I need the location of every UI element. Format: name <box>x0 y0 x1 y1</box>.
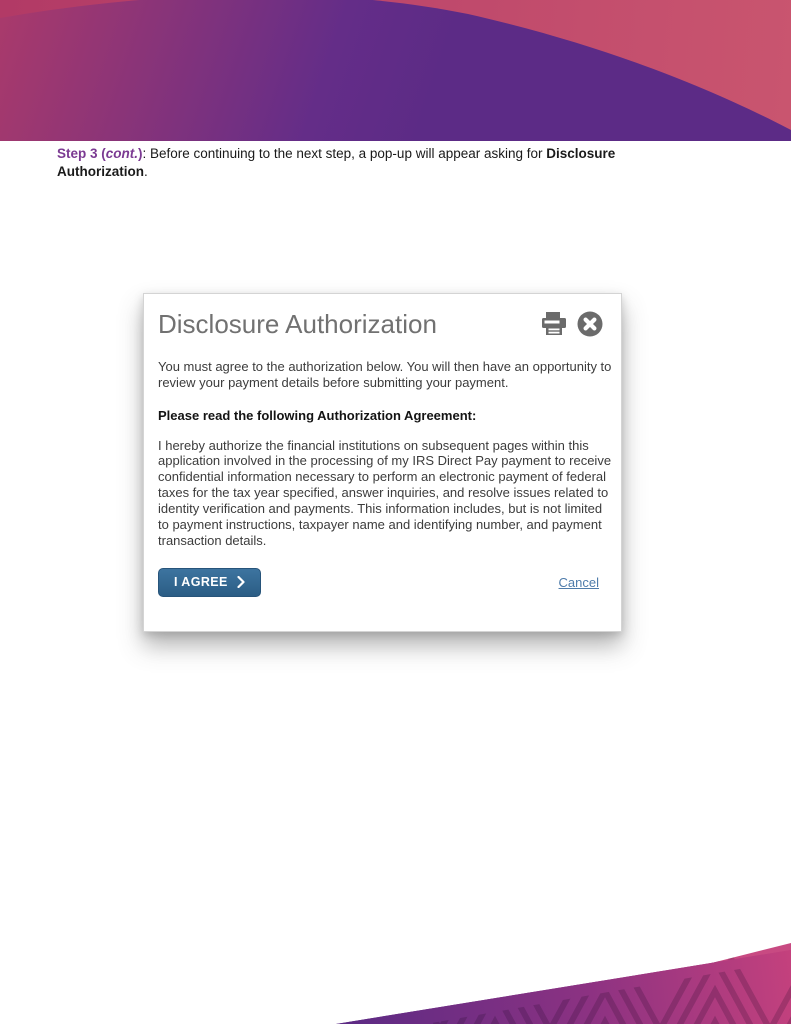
step-label: Step 3 ( <box>57 146 106 161</box>
close-circle-glyph <box>577 311 603 337</box>
cancel-link[interactable]: Cancel <box>558 574 599 590</box>
header-banner-graphic <box>0 0 791 141</box>
header-banner <box>0 0 791 141</box>
printer-glyph <box>541 312 568 336</box>
disclosure-authorization-dialog <box>143 293 622 632</box>
dialog-header <box>158 309 609 340</box>
dialog-actions <box>158 568 609 597</box>
chevron-right-icon <box>237 576 245 588</box>
step-highlight: Disclosure Authorization <box>57 146 616 179</box>
i-agree-label: I AGREE <box>174 575 228 590</box>
step-note <box>57 145 649 180</box>
agreement-heading: Please read the following Authorization Agreement: <box>158 407 477 423</box>
step-period: . <box>144 163 148 179</box>
footer-banner <box>0 924 791 1024</box>
i-agree-button[interactable] <box>158 568 261 597</box>
step-label-cont: cont. <box>105 146 139 161</box>
footer-banner-graphic <box>0 924 791 1024</box>
dialog-intro: You must agree to the authorization below. You will then have an opportunity to review your payment details before submitting your payment. <box>158 359 612 390</box>
print-icon[interactable] <box>541 312 568 336</box>
dialog-header-icons <box>541 311 603 337</box>
close-icon[interactable] <box>577 311 603 337</box>
dialog-title: Disclosure Authorization <box>158 309 437 339</box>
step-text: : Before continuing to the next step, a pop-up will appear asking for <box>142 146 547 161</box>
step-label-close: ) <box>138 146 143 161</box>
agreement-body: I hereby authorize the financial institutions on subsequent pages within this application involved in the processing of my IRS Direct Pay payment to receive confidential information necessary to perform an electronic payment of federal taxes for the tax year specified, answer inquiries, and resolve issues related to identity verification and payments. This information includes, but is not limited to payment instructions, taxpayer name and identifying number, and payment transaction details. <box>158 437 612 548</box>
